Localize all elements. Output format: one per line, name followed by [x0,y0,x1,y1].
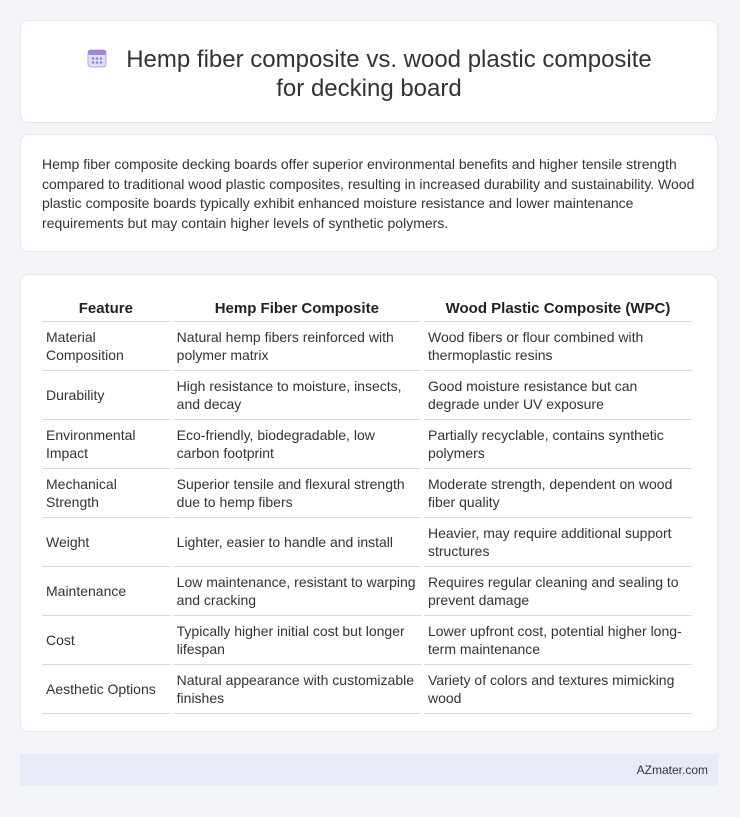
cell-wpc: Lower upfront cost, potential higher long-term maintenance [424,616,692,665]
cell-feature: Maintenance [42,567,170,616]
footer-site: AZmater.com [636,763,708,777]
cell-wpc: Variety of colors and textures mimicking wood [424,665,692,714]
cell-hemp: Typically higher initial cost but longer lifespan [173,616,421,665]
table-row [42,518,692,567]
cell-feature: Durability [42,371,170,420]
cell-wpc: Heavier, may require additional support structures [424,518,692,567]
table-header-row [42,294,692,322]
calendar-icon [86,47,108,69]
table-row [42,371,692,420]
cell-hemp: Low maintenance, resistant to warping and cracking [173,567,421,616]
cell-wpc: Partially recyclable, contains synthetic polymers [424,420,692,469]
cell-wpc: Moderate strength, dependent on wood fiber quality [424,469,692,518]
cell-wpc: Wood fibers or flour combined with thermoplastic resins [424,322,692,371]
cell-wpc: Requires regular cleaning and sealing to prevent damage [424,567,692,616]
cell-hemp: Lighter, easier to handle and install [173,518,421,567]
comparison-table [39,294,695,714]
cell-feature: Weight [42,518,170,567]
table-row [42,567,692,616]
cell-hemp: Natural hemp fibers reinforced with polymer matrix [173,322,421,371]
summary-text: Hemp fiber composite decking boards offer superior environmental benefits and higher tensile strength compared to traditional wood plastic composites, resulting in increased durability and sustainability. Wood plastic composite boards typically exhibit enhanced moisture resistance and lower maintenance requirements but may contain higher levels of synthetic polymers. [42,156,695,231]
table-row [42,616,692,665]
table-row [42,665,692,714]
table-row [42,322,692,371]
header-hemp: Hemp Fiber Composite [173,294,421,322]
cell-hemp: Natural appearance with customizable finishes [173,665,421,714]
cell-hemp: High resistance to moisture, insects, and decay [173,371,421,420]
header-wpc: Wood Plastic Composite (WPC) [424,294,692,322]
cell-hemp: Superior tensile and flexural strength due to hemp fibers [173,469,421,518]
footer [20,754,718,786]
title-card [20,20,718,123]
cell-feature: Aesthetic Options [42,665,170,714]
cell-feature: Material Composition [42,322,170,371]
table-row [42,420,692,469]
cell-feature: Environmental Impact [42,420,170,469]
header-feature: Feature [42,294,170,322]
page-title-wrap [21,45,717,103]
page-title: Hemp fiber composite vs. wood plastic composite for decking board [126,46,652,102]
cell-hemp: Eco-friendly, biodegradable, low carbon footprint [173,420,421,469]
cell-wpc: Good moisture resistance but can degrade under UV exposure [424,371,692,420]
comparison-card [20,274,718,732]
cell-feature: Mechanical Strength [42,469,170,518]
summary-card [20,134,718,252]
cell-feature: Cost [42,616,170,665]
table-row [42,469,692,518]
